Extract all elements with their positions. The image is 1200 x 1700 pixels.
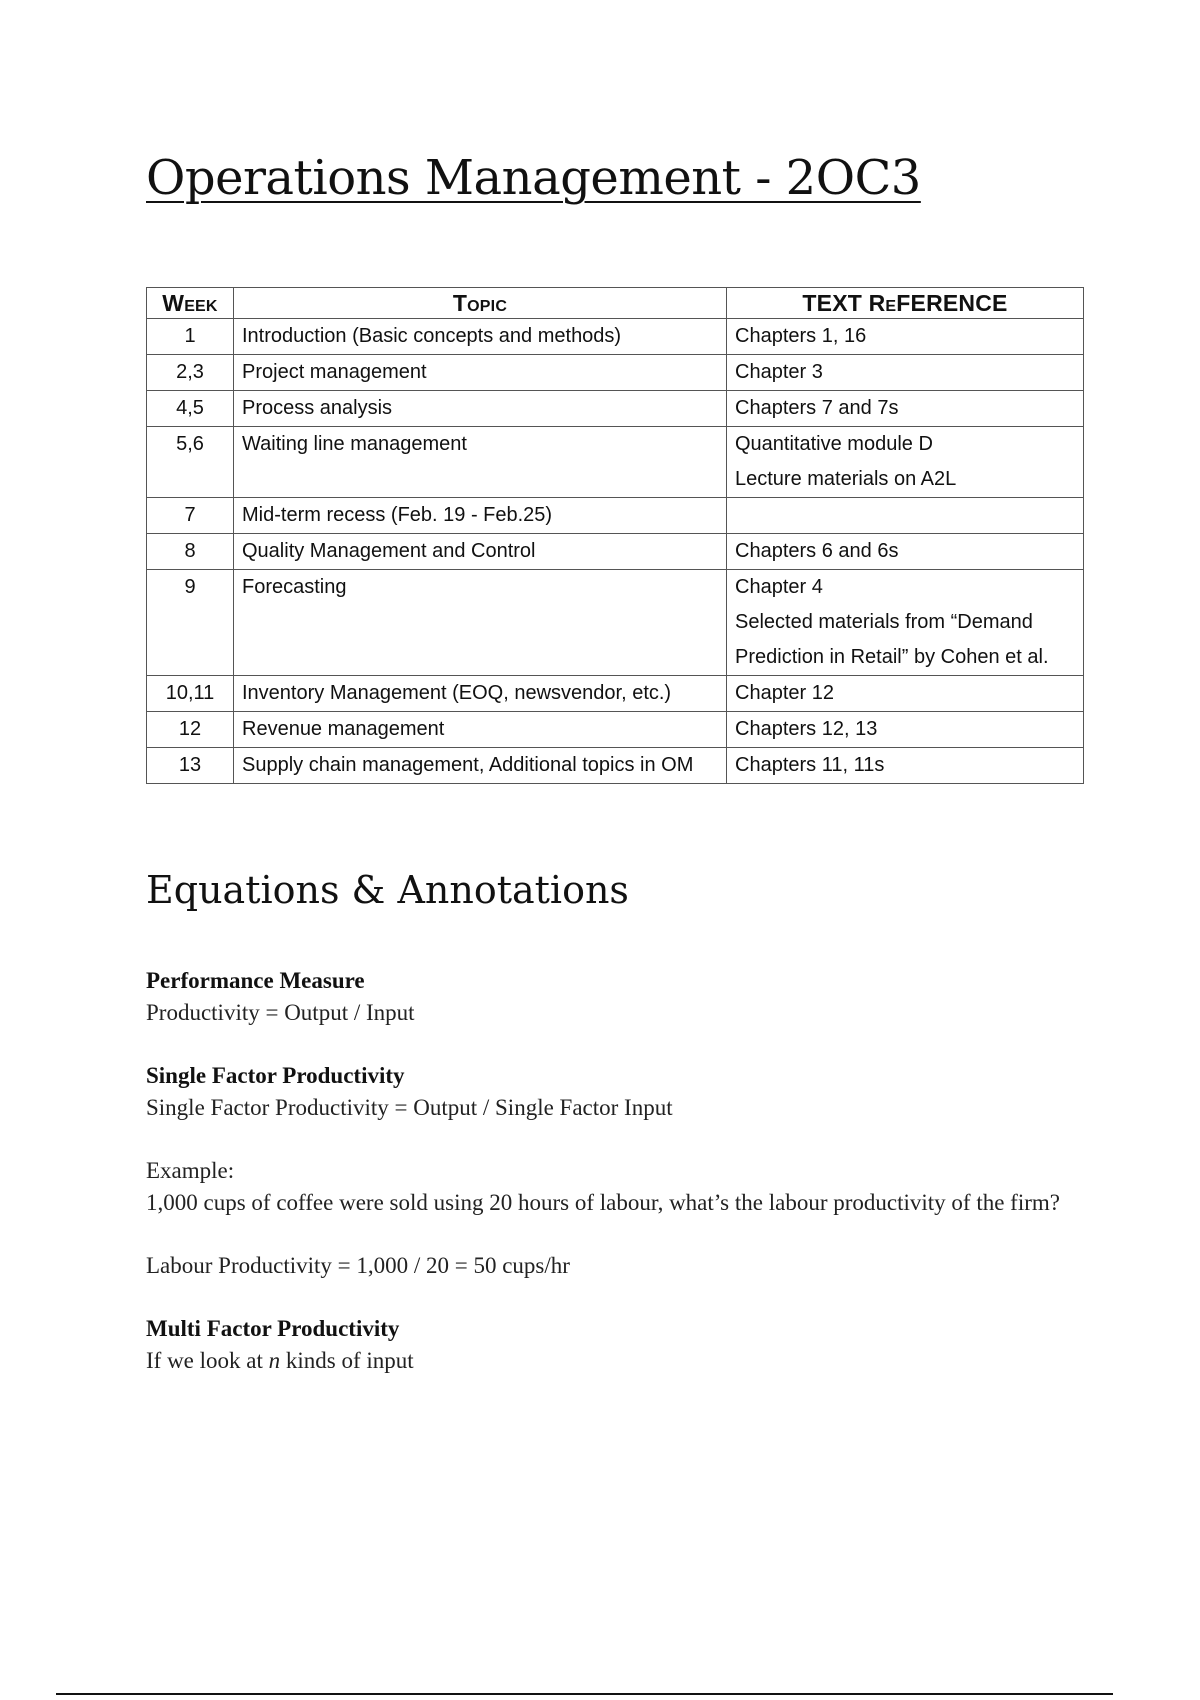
reference-line: Lecture materials on A2L <box>735 468 957 490</box>
topic-cell: Process analysis <box>234 391 727 427</box>
week-cell: 1 <box>147 319 234 355</box>
topic-cell: Quality Management and Control <box>234 534 727 570</box>
course-schedule-table <box>146 287 1084 784</box>
single-factor-block <box>146 1060 1086 1124</box>
footer-divider <box>56 1693 1113 1695</box>
reference-line: Quantitative module D <box>735 433 933 455</box>
example-block <box>146 1155 1086 1219</box>
week-cell: 4,5 <box>147 391 234 427</box>
topic-cell: Forecasting <box>234 570 727 676</box>
table-row <box>147 534 1084 570</box>
performance-measure-title: Performance Measure <box>146 968 365 993</box>
multi-factor-title: Multi Factor Productivity <box>146 1316 400 1341</box>
reference-line <box>735 498 1075 533</box>
week-cell: 9 <box>147 570 234 676</box>
equations-heading: Equations & Annotations <box>146 868 629 912</box>
document-title: Operations Management - 2OC3 <box>146 150 921 206</box>
table-row <box>147 748 1084 784</box>
single-factor-formula: Single Factor Productivity = Output / Single Factor Input <box>146 1095 673 1120</box>
example-question: 1,000 cups of coffee were sold using 20 hours of labour, what’s the labour productivity of the firm? <box>146 1190 1060 1215</box>
reference-line: Chapter 12 <box>735 682 834 704</box>
multi-factor-text <box>146 1345 1086 1377</box>
example-answer: Labour Productivity = 1,000 / 20 = 50 cups/hr <box>146 1253 570 1278</box>
reference-line: Chapters 12, 13 <box>735 718 878 740</box>
reference-cell <box>727 319 1084 355</box>
header-text-reference: TEXT ReFERENCE <box>727 288 1084 319</box>
multi-factor-text-before: If we look at <box>146 1348 269 1373</box>
reference-cell <box>727 391 1084 427</box>
week-cell: 12 <box>147 712 234 748</box>
reference-cell <box>727 534 1084 570</box>
reference-line: Chapter 3 <box>735 361 823 383</box>
week-cell: 8 <box>147 534 234 570</box>
table-row <box>147 355 1084 391</box>
table-header-row <box>147 288 1084 319</box>
example-label: Example: <box>146 1158 235 1183</box>
table-row <box>147 427 1084 498</box>
topic-cell: Revenue management <box>234 712 727 748</box>
table-row <box>147 391 1084 427</box>
header-week: Week <box>147 288 234 319</box>
topic-cell: Supply chain management, Additional topics in OM <box>234 748 727 784</box>
equations-notes <box>146 965 1086 1408</box>
week-cell: 2,3 <box>147 355 234 391</box>
reference-line: Selected materials from “Demand <box>735 611 1033 633</box>
productivity-formula: Productivity = Output / Input <box>146 1000 415 1025</box>
table-row <box>147 676 1084 712</box>
week-cell: 5,6 <box>147 427 234 498</box>
multi-factor-text-after: kinds of input <box>280 1348 414 1373</box>
reference-cell <box>727 712 1084 748</box>
example-answer-block <box>146 1250 1086 1282</box>
reference-cell <box>727 498 1084 534</box>
reference-line: Chapters 6 and 6s <box>735 540 899 562</box>
header-topic: Topic <box>234 288 727 319</box>
reference-cell <box>727 427 1084 498</box>
reference-line: Chapter 4 <box>735 576 823 598</box>
week-cell: 13 <box>147 748 234 784</box>
reference-cell <box>727 570 1084 676</box>
reference-cell <box>727 676 1084 712</box>
table-row <box>147 498 1084 534</box>
reference-cell <box>727 748 1084 784</box>
multi-factor-block <box>146 1313 1086 1377</box>
topic-cell: Mid-term recess (Feb. 19 - Feb.25) <box>234 498 727 534</box>
week-cell: 10,11 <box>147 676 234 712</box>
reference-line: Chapters 1, 16 <box>735 325 867 347</box>
table-row <box>147 319 1084 355</box>
topic-cell: Project management <box>234 355 727 391</box>
reference-cell <box>727 355 1084 391</box>
variable-n: n <box>268 1348 281 1373</box>
table-row <box>147 712 1084 748</box>
topic-cell: Introduction (Basic concepts and methods) <box>234 319 727 355</box>
table-body <box>147 319 1084 784</box>
table-row <box>147 570 1084 676</box>
topic-cell: Waiting line management <box>234 427 727 498</box>
reference-line: Prediction in Retail” by Cohen et al. <box>735 646 1049 668</box>
single-factor-title: Single Factor Productivity <box>146 1063 405 1088</box>
reference-line: Chapters 11, 11s <box>735 754 885 776</box>
topic-cell: Inventory Management (EOQ, newsvendor, etc.) <box>234 676 727 712</box>
week-cell: 7 <box>147 498 234 534</box>
performance-measure-block <box>146 965 1086 1029</box>
reference-line: Chapters 7 and 7s <box>735 397 899 419</box>
